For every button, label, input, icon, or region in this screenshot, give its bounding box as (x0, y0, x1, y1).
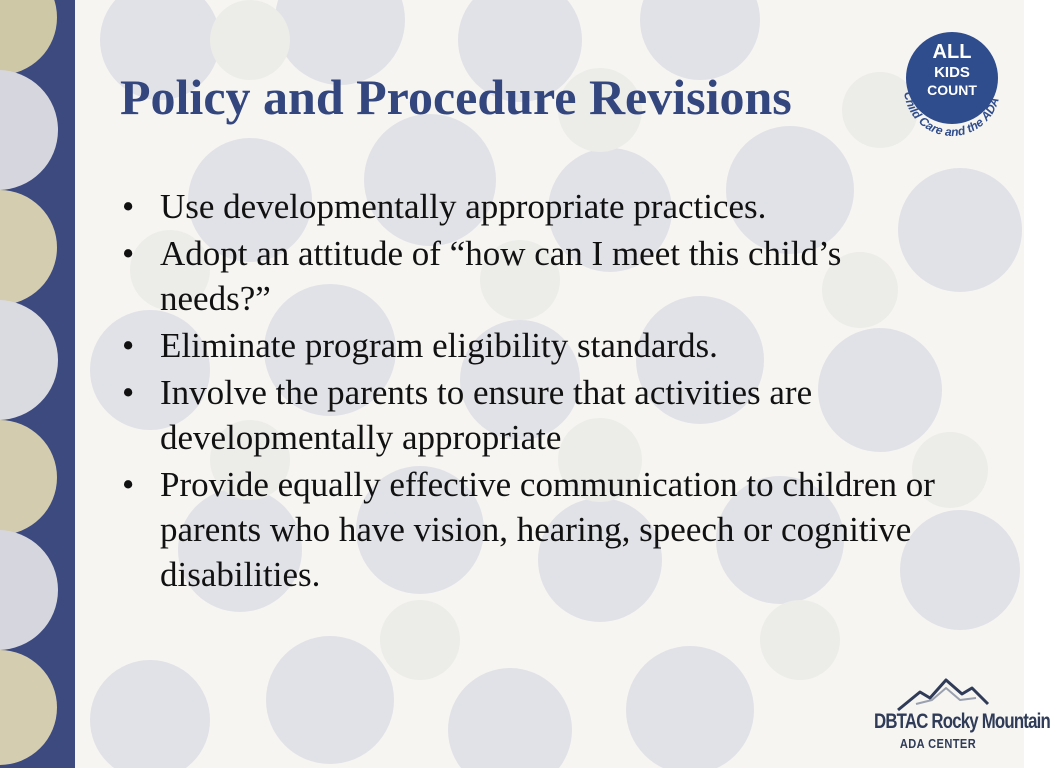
bar-dot (0, 650, 57, 765)
dbtac-logo (858, 674, 1050, 766)
bullet-marker: • (122, 326, 135, 365)
bar-dot (0, 70, 58, 190)
logo-line-count: COUNT (927, 82, 977, 98)
bar-dot (0, 0, 57, 75)
bullet-item (120, 231, 920, 321)
bullet-marker: • (122, 465, 135, 504)
logo-arc-textpath: Child Care and the ADA (901, 90, 1002, 140)
bullet-text: Eliminate program eligibility standards. (160, 326, 718, 365)
bullet-text: Involve the parents to ensure that activities are developmentally appropriate (160, 373, 813, 457)
bar-dot (0, 300, 58, 420)
logo-line-all: ALL (932, 41, 972, 63)
bullet-item (120, 184, 980, 229)
bullet-item (120, 370, 980, 460)
bullet-marker: • (122, 234, 135, 273)
bullet-list (120, 184, 980, 599)
dbtac-sub-text: ADA CENTER (899, 736, 977, 751)
logo-line-kids: KIDS (934, 64, 970, 81)
bullet-text: Use developmentally appropriate practices. (160, 187, 767, 226)
bullet-text: Provide equally effective communication to children or parents who have vision, hearing, speech or cognitive disabilities. (160, 465, 935, 594)
bullet-marker: • (122, 187, 135, 226)
dbtac-text-block (858, 710, 1050, 751)
left-accent-bar (0, 0, 75, 768)
bar-dot (0, 420, 57, 535)
bullet-item (120, 323, 980, 368)
mountain-icon (858, 674, 1018, 714)
bar-dot (0, 530, 58, 650)
bullet-text: Adopt an attitude of “how can I meet this child’s needs?” (160, 234, 842, 318)
bullet-item (120, 462, 975, 597)
slide-title: Policy and Procedure Revisions (120, 69, 792, 125)
dbtac-main-text: DBTAC Rocky Mountain (874, 710, 1050, 733)
bar-dot (0, 190, 57, 305)
bullet-marker: • (122, 373, 135, 412)
all-kids-count-logo (886, 18, 1018, 150)
